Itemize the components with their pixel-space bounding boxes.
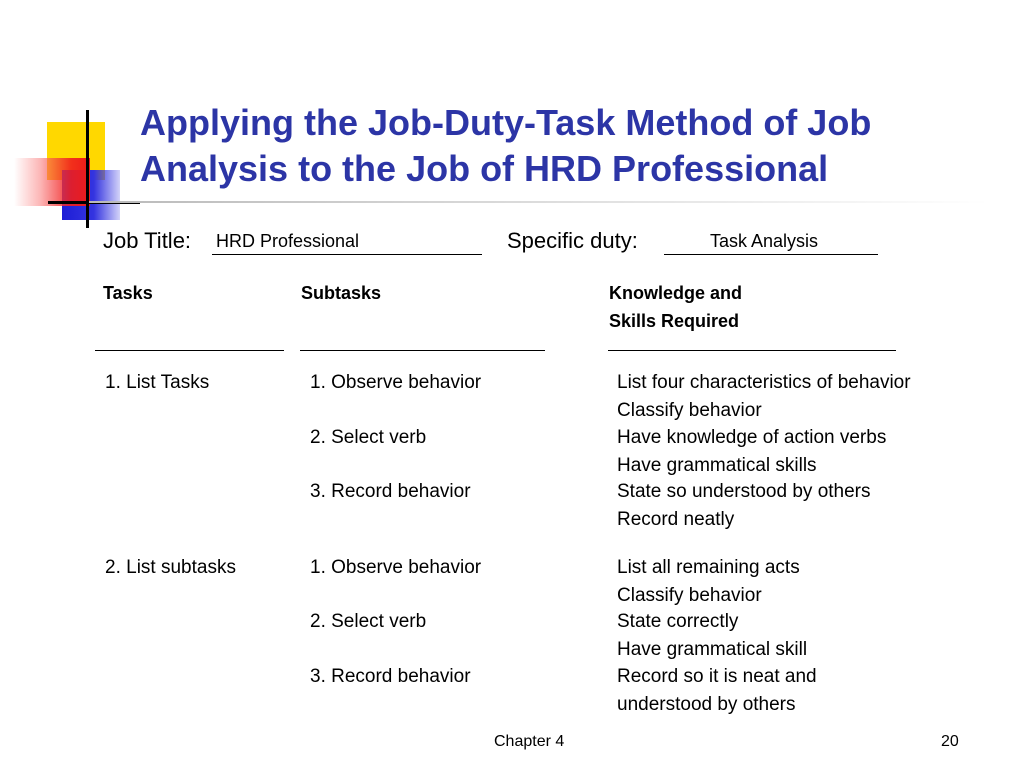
column-header-knowledge-line-2: Skills Required (609, 311, 740, 331)
subtasks-column-rule (300, 350, 545, 351)
knowledge-cell (617, 478, 871, 533)
footer-chapter: Chapter 4 (494, 733, 565, 750)
subtask-cell: 3. Record behavior (310, 481, 471, 502)
subtask-cell: 2. Select verb (310, 611, 427, 632)
knowledge-line: Have knowledge of action verbs (617, 427, 887, 448)
knowledge-line: Classify behavior (617, 399, 762, 421)
column-header-knowledge (609, 279, 742, 335)
column-header-subtasks: Subtasks (301, 283, 382, 303)
knowledge-line: List four characteristics of behavior (617, 372, 911, 393)
tasks-column-rule (95, 350, 284, 351)
knowledge-line: Record so it is neat and (617, 666, 817, 687)
knowledge-line: Record neatly (617, 508, 735, 530)
logo-vertical-line (86, 110, 89, 228)
subtask-cell: 2. Select verb (310, 427, 427, 448)
specific-duty-label: Specific duty: (507, 228, 638, 253)
title-underline (89, 201, 989, 203)
title-line-1: Applying the Job-Duty-Task Method of Job (140, 102, 872, 143)
specific-duty-value: Task Analysis (710, 231, 819, 251)
job-title-label: Job Title: (103, 228, 192, 253)
knowledge-line: Classify behavior (617, 584, 762, 606)
task-cell: 2. List subtasks (105, 557, 236, 578)
column-header-tasks: Tasks (103, 283, 153, 303)
knowledge-line: State correctly (617, 611, 739, 632)
knowledge-column-rule (608, 350, 896, 351)
title-line-2: Analysis to the Job of HRD Professional (140, 148, 829, 189)
column-header-knowledge-line-1: Knowledge and (609, 283, 743, 303)
knowledge-cell (617, 554, 800, 609)
knowledge-cell (617, 424, 886, 479)
knowledge-line: understood by others (617, 693, 796, 715)
specific-duty-blank (664, 254, 878, 255)
subtask-cell: 1. Observe behavior (310, 372, 482, 393)
subtask-cell: 3. Record behavior (310, 666, 471, 687)
slide-title (140, 100, 1010, 192)
footer-page-number: 20 (941, 733, 959, 750)
knowledge-line: List all remaining acts (617, 557, 800, 578)
knowledge-line: Have grammatical skills (617, 454, 817, 476)
job-title-blank (212, 254, 482, 255)
knowledge-cell (617, 369, 911, 424)
subtask-cell: 1. Observe behavior (310, 557, 482, 578)
job-title-value: HRD Professional (216, 231, 360, 251)
knowledge-cell (617, 608, 807, 663)
logo-red-square (14, 158, 90, 206)
knowledge-line: State so understood by others (617, 481, 871, 502)
knowledge-line: Have grammatical skill (617, 638, 808, 660)
task-cell: 1. List Tasks (105, 372, 210, 393)
knowledge-cell (617, 663, 817, 718)
